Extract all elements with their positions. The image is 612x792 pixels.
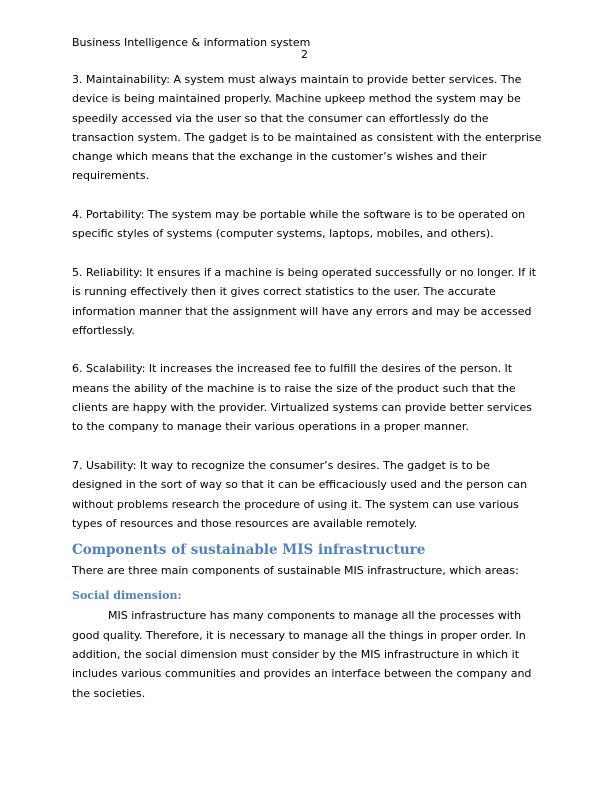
paragraph-spacer [72, 244, 542, 263]
page-number: 2 [301, 48, 308, 61]
maintainability-paragraph: 3. Maintainability: A system must always maintain to provide better services. The device is being maintained properly. Machine upkeep method the system may be speedily accessed via the user so that the consumer can effortlessly do the transaction system. The gadget is to be maintained as consistent with the enterprise change which means that the exchange in the customer’s wishes and their requirements. [72, 73, 542, 183]
paragraph-spacer [72, 437, 542, 456]
usability-paragraph: 7. Usability: It way to recognize the consumer’s desires. The gadget is to be designed in the sort of way so that it can be efficaciously used and the person can without problems research the procedure of using it. The system can use various types of resources and those resources are available remotely. [72, 458, 528, 530]
portability-paragraph: 4. Portability: The system may be portable while the software is to be operated on specific styles of systems (computer systems, laptops, mobiles, and others). [72, 208, 526, 241]
page-content [72, 70, 542, 703]
scalability-paragraph: 6. Scalability: It increases the increased fee to fulfill the desires of the person. It means the ability of the machine is to raise the size of the product such that the clients are happy with the provider. Virtualized systems can provide better services to the company to manage their various operations in a proper manner. [72, 362, 532, 434]
paragraph-spacer [72, 340, 542, 359]
section-intro-paragraph: There are three main components of sustainable MIS infrastructure, which areas: [72, 564, 519, 578]
reliability-paragraph: 5. Reliability: It ensures if a machine is being operated successfully or no longer. If it is running effectively then it gives correct statistics to the user. The accurate information manner that the assignment will have any errors and may be accessed effortlessly. [72, 265, 537, 337]
social-dimension-paragraph: MIS infrastructure has many components to manage all the processes with good quality. Therefore, it is necessary to manage all the things in proper order. In addition, the social dimension must consider by the MIS infrastructure in which it includes various communities and provides an interface between the company and the societies. [72, 609, 532, 700]
subsection-heading: Social dimension: [72, 589, 182, 603]
paragraph-spacer [72, 186, 542, 205]
running-header-title: Business Intelligence & information system [72, 36, 311, 49]
section-heading: Components of sustainable MIS infrastructure [72, 542, 426, 559]
